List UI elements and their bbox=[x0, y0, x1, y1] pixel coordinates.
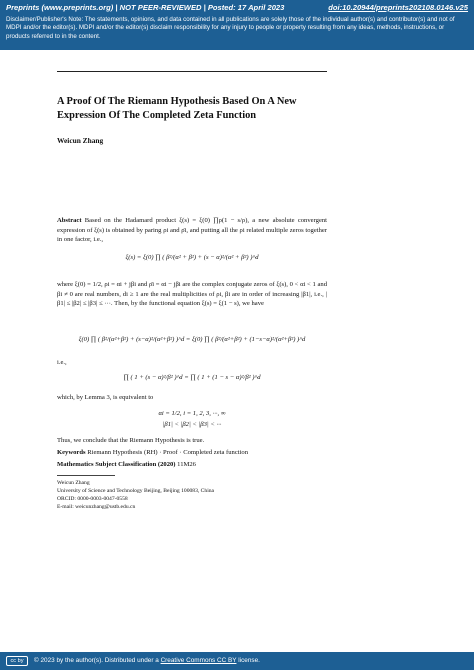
affiliation-orcid: ORCID: 0000-0003-0047-0558 bbox=[57, 496, 128, 502]
keywords-label: Keywords bbox=[57, 449, 86, 456]
preprint-header-bar bbox=[0, 0, 474, 50]
cc-by-badge: cc by bbox=[6, 656, 28, 666]
affiliation-block bbox=[57, 479, 214, 511]
ie-text: i.e., bbox=[57, 359, 67, 366]
preprint-status-text: Preprints (www.preprints.org) | NOT PEER-REVIEWED | Posted: 17 April 2023 bbox=[6, 3, 285, 12]
abstract-block bbox=[57, 216, 327, 245]
affiliation-name: Weicun Zhang bbox=[57, 480, 90, 486]
license-suffix: license. bbox=[236, 657, 260, 664]
license-text bbox=[34, 657, 260, 664]
equation-2: ξ(0) ∏ ( β²/(α²+β²) + (s−α)²/(α²+β²) )^d = ξ(0) ∏ ( β²/(α²+β²) + (1−s−α)²/(α²+β²) )^d bbox=[78, 336, 306, 343]
doi-link[interactable]: doi:10.20944/preprints202108.0146.v25 bbox=[328, 3, 468, 12]
equation-4-line-2: |β1| < |β2| < |β3| < ··· bbox=[162, 421, 222, 428]
footnote-rule bbox=[57, 475, 115, 476]
affiliation-email: E-mail: weicunzhang@ustb.edu.cn bbox=[57, 504, 136, 510]
license-footer-bar bbox=[0, 652, 474, 670]
conclusion-text: Thus, we conclude that the Riemann Hypothesis is true. bbox=[57, 437, 205, 444]
affiliation-institution: University of Science and Technology Beijing, Beijing 100083, China bbox=[57, 488, 215, 494]
msc-code: 11M26 bbox=[177, 461, 196, 468]
license-prefix: © 2023 by the author(s). Distributed under a bbox=[34, 657, 161, 664]
msc-label: Mathematics Subject Classification (2020) bbox=[57, 461, 176, 468]
header-row bbox=[6, 3, 468, 15]
paper-author: Weicun Zhang bbox=[57, 136, 104, 145]
lemma-text: which, by Lemma 3, is equivalent to bbox=[57, 394, 154, 401]
title-rule bbox=[57, 71, 327, 72]
abstract-text: Based on the Hadamard product ξ(s) = ξ(0) ∏ρ(1 − s/ρ), a new absolute convergent expression of ξ(s) is obtained by paring ρi and ρ̄i, and putting all the ρi related multiple zeros together in one factor, i.e., bbox=[57, 217, 327, 243]
license-link[interactable]: Creative Commons CC BY bbox=[160, 657, 237, 664]
publisher-disclaimer: Disclaimer/Publisher's Note: The statements, opinions, and data contained in all publications are solely those of the individual author(s) and contributor(s) and not of MDPI and/or the editor(s). MDPI and/or the editor(s) disclaim responsibility for any injury to people or property resulting from any ideas, methods, instructions, or products referred to in the content. bbox=[6, 16, 455, 40]
equation-1: ξ(s) = ξ(0) ∏ ( β²/(α² + β²) + (s − α)²/(α² + β²) )^d bbox=[125, 254, 259, 261]
paper-title: A Proof Of The Riemann Hypothesis Based On A New Expression Of The Completed Zeta Function bbox=[57, 96, 297, 121]
keywords-line bbox=[57, 449, 327, 456]
paragraph-definitions: where ξ(0) = 1/2, ρi = αi + jβi and ρ̄i = αi − jβi are the complex conjugate zeros of ξ(s), 0 < αi < 1 and βi ≠ 0 are real numbers, di ≥ 1 are the real multiplicities of ρi, βi are in order of increasing |β1|, i.e., |β1| ≤ |β2| ≤ |β3| ≤ ···. Then, by the functional equation ξ(s) = ξ(1 − s), we have bbox=[57, 281, 327, 307]
msc-line bbox=[57, 461, 327, 468]
equation-4-line-1: αi = 1/2, i = 1, 2, 3, ···, ∞ bbox=[158, 410, 226, 417]
keywords-text: Riemann Hypothesis (RH) · Proof · Completed zeta function bbox=[87, 449, 249, 456]
abstract-label: Abstract bbox=[57, 217, 82, 224]
equation-3: ∏ ( 1 + (s − α)²/β² )^d = ∏ ( 1 + (1 − s − α)²/β² )^d bbox=[123, 374, 261, 381]
